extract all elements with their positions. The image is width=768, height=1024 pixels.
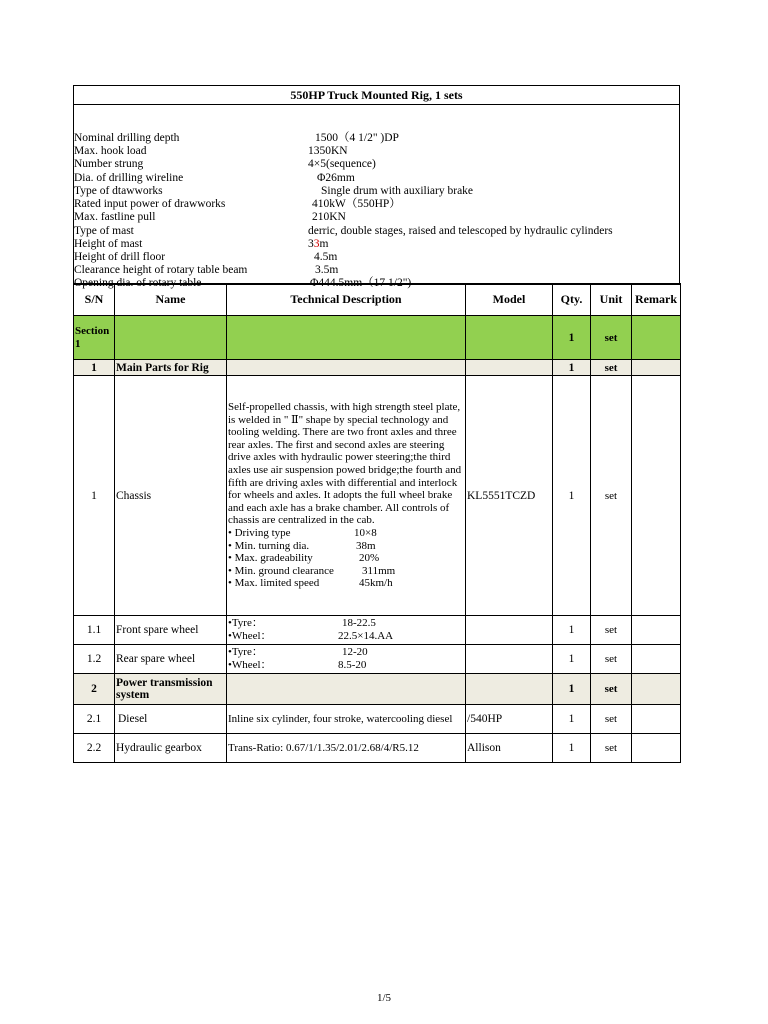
table-header-row	[74, 284, 681, 316]
header-unit: Unit	[591, 284, 632, 316]
spec-value-highlight: 3	[313, 238, 320, 250]
spec-value: 4×5(sequence)	[308, 158, 376, 170]
sn-cell: 1	[74, 360, 115, 376]
header-remark: Remark	[632, 284, 681, 316]
parts-table	[73, 283, 681, 763]
qty-cell: 1	[553, 316, 591, 360]
unit-cell: set	[591, 616, 632, 645]
qty-cell: 1	[553, 734, 591, 763]
spec-label: Dia. of drilling wireline	[74, 172, 184, 184]
spec-value: 210KN	[312, 211, 346, 223]
qty-cell: 1	[553, 360, 591, 376]
name-cell: Chassis	[115, 376, 227, 616]
spec-value-part: 3	[308, 238, 314, 250]
model-cell: Allison	[466, 734, 553, 763]
description-cell: Trans-Ratio: 0.67/1/1.35/2.01/2.68/4/R5.12	[227, 734, 466, 763]
description-cell: •Tyre： 12-20 •Wheel： 8.5-20	[227, 645, 466, 674]
header-qty: Qty.	[553, 284, 591, 316]
spec-value: 410kW（550HP）	[312, 198, 401, 210]
unit-cell: set	[591, 360, 632, 376]
sn-cell: 1.2	[74, 645, 115, 674]
table-row	[74, 674, 681, 705]
name-cell: Main Parts for Rig	[115, 360, 227, 376]
spec-bullet: • Min. turning dia. 38m	[228, 539, 376, 552]
table-row	[74, 734, 681, 763]
sn-cell: 2.1	[74, 705, 115, 734]
name-cell: Hydraulic gearbox	[115, 734, 227, 763]
sheet-title: 550HP Truck Mounted Rig, 1 sets	[73, 85, 680, 105]
name-cell: Diesel	[115, 705, 227, 734]
sn-cell: 1	[74, 376, 115, 616]
table-row	[74, 705, 681, 734]
header-description: Technical Description	[227, 284, 466, 316]
unit-cell: set	[591, 645, 632, 674]
model-cell: /540HP	[466, 705, 553, 734]
section-label: Section 1	[74, 316, 115, 360]
description-cell: Inline six cylinder, four stroke, watercooling diesel	[227, 705, 466, 734]
spec-value: 1500（4 1/2" )DP	[315, 132, 399, 144]
spec-value: Φ26mm	[317, 172, 355, 184]
description-cell: •Tyre： 18-22.5 •Wheel： 22.5×14.AA	[227, 616, 466, 645]
description-cell	[227, 376, 466, 616]
spec-label: Rated input power of drawworks	[74, 198, 226, 210]
spec-value-part: m	[319, 238, 329, 250]
spec-label: Height of drill floor	[74, 251, 166, 263]
unit-cell: set	[591, 674, 632, 705]
spec-label: Clearance height of rotary table beam	[74, 264, 248, 276]
name-cell: Power transmission system	[115, 674, 227, 705]
spec-value: 1350KN	[308, 145, 348, 157]
model-cell: KL5551TCZD	[466, 376, 553, 616]
qty-cell: 1	[553, 705, 591, 734]
name-cell: Front spare wheel	[115, 616, 227, 645]
spec-value: 4.5m	[314, 251, 338, 263]
header-sn: S/N	[74, 284, 115, 316]
name-cell: Rear spare wheel	[115, 645, 227, 674]
spec-value: Φ444.5mm（17 1/2")	[310, 277, 412, 289]
qty-cell: 1	[553, 616, 591, 645]
spec-value	[308, 238, 328, 251]
spec-label: Opening dia. of rotary table	[74, 277, 202, 289]
table-row	[74, 376, 681, 616]
sn-cell: 1.1	[74, 616, 115, 645]
spec-value: 3.5m	[315, 264, 339, 276]
sn-cell: 2.2	[74, 734, 115, 763]
header-model: Model	[466, 284, 553, 316]
sn-cell: 2	[74, 674, 115, 705]
unit-cell: set	[591, 705, 632, 734]
spec-bullet: • Driving type 10×8	[228, 526, 377, 539]
spec-label: Max. hook load	[74, 145, 147, 157]
qty-cell: 1	[553, 674, 591, 705]
qty-cell: 1	[553, 645, 591, 674]
spec-label: Type of mast	[74, 225, 134, 237]
unit-cell: set	[591, 734, 632, 763]
spec-label: Number strung	[74, 158, 144, 170]
header-name: Name	[115, 284, 227, 316]
spec-label: Type of dtawworks	[74, 185, 163, 197]
spec-label: Height of mast	[74, 238, 143, 250]
spec-bullet: • Max. limited speed 45km/h	[228, 577, 393, 590]
table-row	[74, 360, 681, 376]
table-row	[74, 645, 681, 674]
unit-cell: set	[591, 376, 632, 616]
qty-cell: 1	[553, 376, 591, 616]
spec-value: derric, double stages, raised and telescoped by hydraulic cylinders	[308, 225, 613, 237]
page-number: 1/5	[376, 992, 392, 1004]
spec-bullet: • Min. ground clearance 311mm	[228, 564, 396, 577]
spec-label: Nominal drilling depth	[74, 132, 180, 144]
chassis-description: Self-propelled chassis, with high strength steel plate, is welded in " Ⅱ" shape by special technology and tooling welding. There are two front axles and three rear axles. The first and second axles are steering drive axles with hydraulic power steering;the third axles use air suspension powed bridge;the fourth and fifth are driving axles with differential and interlock for wheels and axles. It adopts the full wheel brake and each axle has a brake chamber. All controls of chassis are centralized in the cab.	[228, 401, 462, 527]
spec-value: Single drum with auxiliary brake	[321, 185, 474, 197]
unit-cell: set	[591, 316, 632, 360]
table-row	[74, 616, 681, 645]
spec-bullet: • Max. gradeability 20%	[228, 552, 380, 565]
spec-list	[73, 105, 680, 289]
spec-label: Max. fastline pull	[74, 211, 156, 223]
table-row	[74, 316, 681, 360]
rig-spec-sheet	[73, 85, 680, 289]
